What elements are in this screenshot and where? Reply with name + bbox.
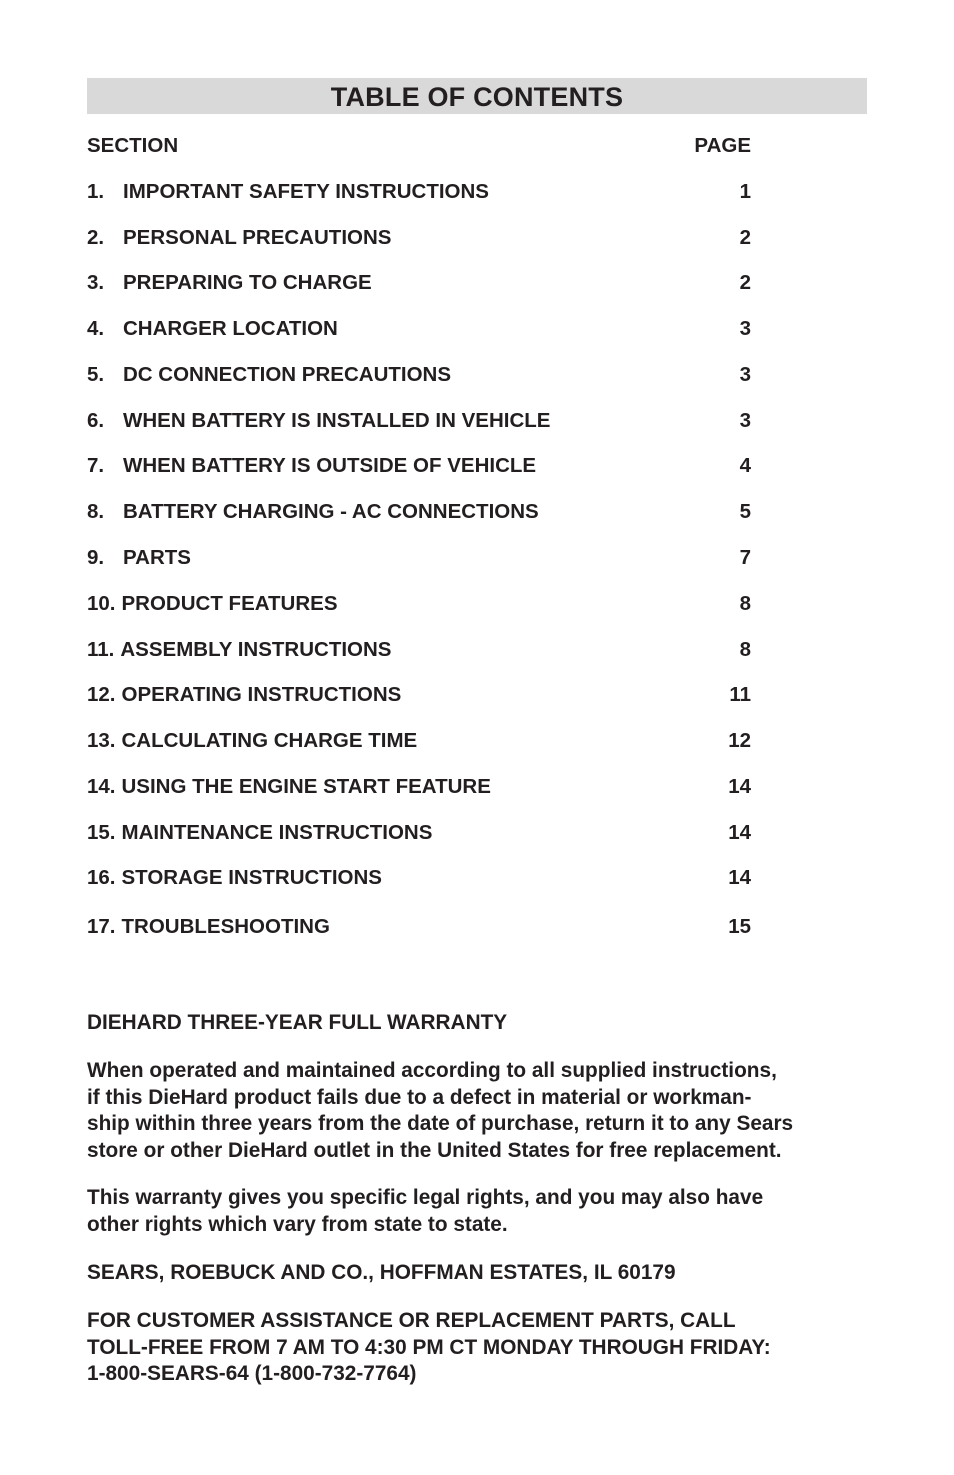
toc-entry-page: 1 <box>739 180 751 203</box>
toc-entry <box>87 362 751 388</box>
toc-entry-label: PARTS <box>123 546 191 569</box>
toc-title: TABLE OF CONTENTS <box>330 82 624 112</box>
toc-entry-number: 9. <box>87 546 105 569</box>
toc-entry <box>87 774 751 800</box>
toc-entry-page: 7 <box>739 546 751 569</box>
section-column-label: SECTION <box>87 134 179 157</box>
toc-entry-title <box>87 820 432 846</box>
toc-entry-title <box>87 408 550 434</box>
toc-entry <box>87 820 751 846</box>
toc-entry-label: CHARGER LOCATION <box>123 317 338 340</box>
toc-entry <box>87 728 751 754</box>
toc-entry <box>87 637 751 663</box>
toc-entry <box>87 225 751 251</box>
toc-entry-title <box>87 914 330 940</box>
toc-entry-label: BATTERY CHARGING - AC CONNECTIONS <box>123 500 539 523</box>
toc-entry-page: 8 <box>739 638 751 661</box>
toc-entry-number: 2. <box>87 226 105 249</box>
toc-entry-title <box>87 774 491 800</box>
toc-entry-number: 5. <box>87 363 105 386</box>
toc-entry-page: 5 <box>739 500 751 523</box>
toc-entry <box>87 914 751 940</box>
warranty-line: if this DieHard product fails due to a defect in material or workman- <box>87 1085 752 1109</box>
toc-entry-label: WHEN BATTERY IS INSTALLED IN VEHICLE <box>123 409 551 432</box>
contact-line: FOR CUSTOMER ASSISTANCE OR REPLACEMENT PARTS, CALL <box>87 1309 736 1332</box>
toc-entry-title <box>87 682 401 708</box>
toc-entry-label: WHEN BATTERY IS OUTSIDE OF VEHICLE <box>123 454 537 477</box>
toc-entry <box>87 499 751 525</box>
toc-entry-title <box>87 591 338 617</box>
warranty-line: store or other DieHard outlet in the United States for free replacement. <box>87 1138 782 1162</box>
toc-entry-number: 1. <box>87 180 105 203</box>
toc-entry-number: 16. <box>87 866 116 889</box>
toc-entry-page: 12 <box>728 729 751 752</box>
toc-entry-number: 10. <box>87 592 116 615</box>
toc-entry <box>87 682 751 708</box>
toc-entry <box>87 545 751 571</box>
toc-entry-number: 12. <box>87 683 116 706</box>
toc-entry <box>87 316 751 342</box>
toc-entry-title <box>87 270 372 296</box>
toc-entry-number: 17. <box>87 915 116 938</box>
toc-entry-title <box>87 179 489 205</box>
toc-entry-page: 4 <box>739 454 751 477</box>
toc-entry-page: 14 <box>728 821 751 844</box>
toc-entry-number: 8. <box>87 500 105 523</box>
contact-phone: 1-800-SEARS-64 (1-800-732-7764) <box>87 1362 417 1385</box>
toc-entry-number: 14. <box>87 775 116 798</box>
toc-entry-number: 15. <box>87 821 116 844</box>
contact-line: TOLL-FREE FROM 7 AM TO 4:30 PM CT MONDAY THROUGH FRIDAY: <box>87 1335 771 1359</box>
toc-entry-page: 2 <box>739 271 751 294</box>
toc-entry-number: 11. <box>87 638 115 661</box>
toc-entry-page: 3 <box>739 409 751 432</box>
toc-entry-label: IMPORTANT SAFETY INSTRUCTIONS <box>123 180 489 203</box>
toc-entry-title <box>87 316 338 342</box>
toc-entry <box>87 865 751 891</box>
toc-entry-number: 7. <box>87 454 105 477</box>
toc-entry-number: 6. <box>87 409 105 432</box>
toc-entry-title <box>87 728 417 754</box>
warranty-line: other rights which vary from state to state. <box>87 1212 508 1236</box>
toc-entry <box>87 453 751 479</box>
toc-entry <box>87 270 751 296</box>
warranty-line: When operated and maintained according to all supplied instructions, <box>87 1059 777 1082</box>
toc-entry-label: PERSONAL PRECAUTIONS <box>123 226 392 249</box>
toc-entry-label: USING THE ENGINE START FEATURE <box>121 775 491 798</box>
toc-title-bar <box>87 78 867 114</box>
toc-entry-page: 2 <box>739 226 751 249</box>
toc-entry-label: CALCULATING CHARGE TIME <box>121 729 418 752</box>
toc-entry-page: 14 <box>728 866 751 889</box>
warranty-paragraph-1 <box>87 1058 877 1164</box>
page-column-label: PAGE <box>694 134 751 157</box>
toc-entry-title <box>87 499 539 525</box>
toc-entry-number: 13. <box>87 729 116 752</box>
warranty-address-block <box>87 1260 877 1287</box>
toc-entry-label: PRODUCT FEATURES <box>121 592 338 615</box>
toc-entry-label: MAINTENANCE INSTRUCTIONS <box>121 821 433 844</box>
toc-entry-title <box>87 865 382 891</box>
toc-entry <box>87 408 751 434</box>
warranty-line: ship within three years from the date of purchase, return it to any Sears <box>87 1112 794 1135</box>
toc-entry-number: 3. <box>87 271 105 294</box>
toc-header-row <box>87 133 751 159</box>
toc-entry-label: STORAGE INSTRUCTIONS <box>121 866 382 889</box>
toc-entry-label: TROUBLESHOOTING <box>121 915 330 938</box>
company-address: SEARS, ROEBUCK AND CO., HOFFMAN ESTATES, IL 60179 <box>87 1261 676 1284</box>
toc-entry-title <box>87 637 391 663</box>
toc-entry-label: DC CONNECTION PRECAUTIONS <box>123 363 452 386</box>
toc-entry-page: 8 <box>739 592 751 615</box>
toc-entry-label: PREPARING TO CHARGE <box>123 271 372 294</box>
toc-entry-page: 11 <box>729 683 751 706</box>
toc-entry-title <box>87 545 191 571</box>
warranty-heading: DIEHARD THREE-YEAR FULL WARRANTY <box>87 1011 508 1034</box>
customer-assistance-block <box>87 1308 877 1388</box>
warranty-paragraph-2 <box>87 1185 877 1238</box>
warranty-section <box>87 1010 877 1037</box>
toc-entry-title <box>87 362 451 388</box>
toc-entry-number: 4. <box>87 317 105 340</box>
toc-entry-title <box>87 225 391 251</box>
toc-entry-label: OPERATING INSTRUCTIONS <box>121 683 402 706</box>
toc-entry-page: 15 <box>728 915 751 938</box>
toc-entry <box>87 179 751 205</box>
toc-entry-page: 3 <box>739 363 751 386</box>
toc-entry-label: ASSEMBLY INSTRUCTIONS <box>120 638 392 661</box>
warranty-line: This warranty gives you specific legal rights, and you may also have <box>87 1186 764 1209</box>
toc-entry-title <box>87 453 536 479</box>
toc-entry <box>87 591 751 617</box>
toc-entry-page: 3 <box>739 317 751 340</box>
toc-entry-page: 14 <box>728 775 751 798</box>
